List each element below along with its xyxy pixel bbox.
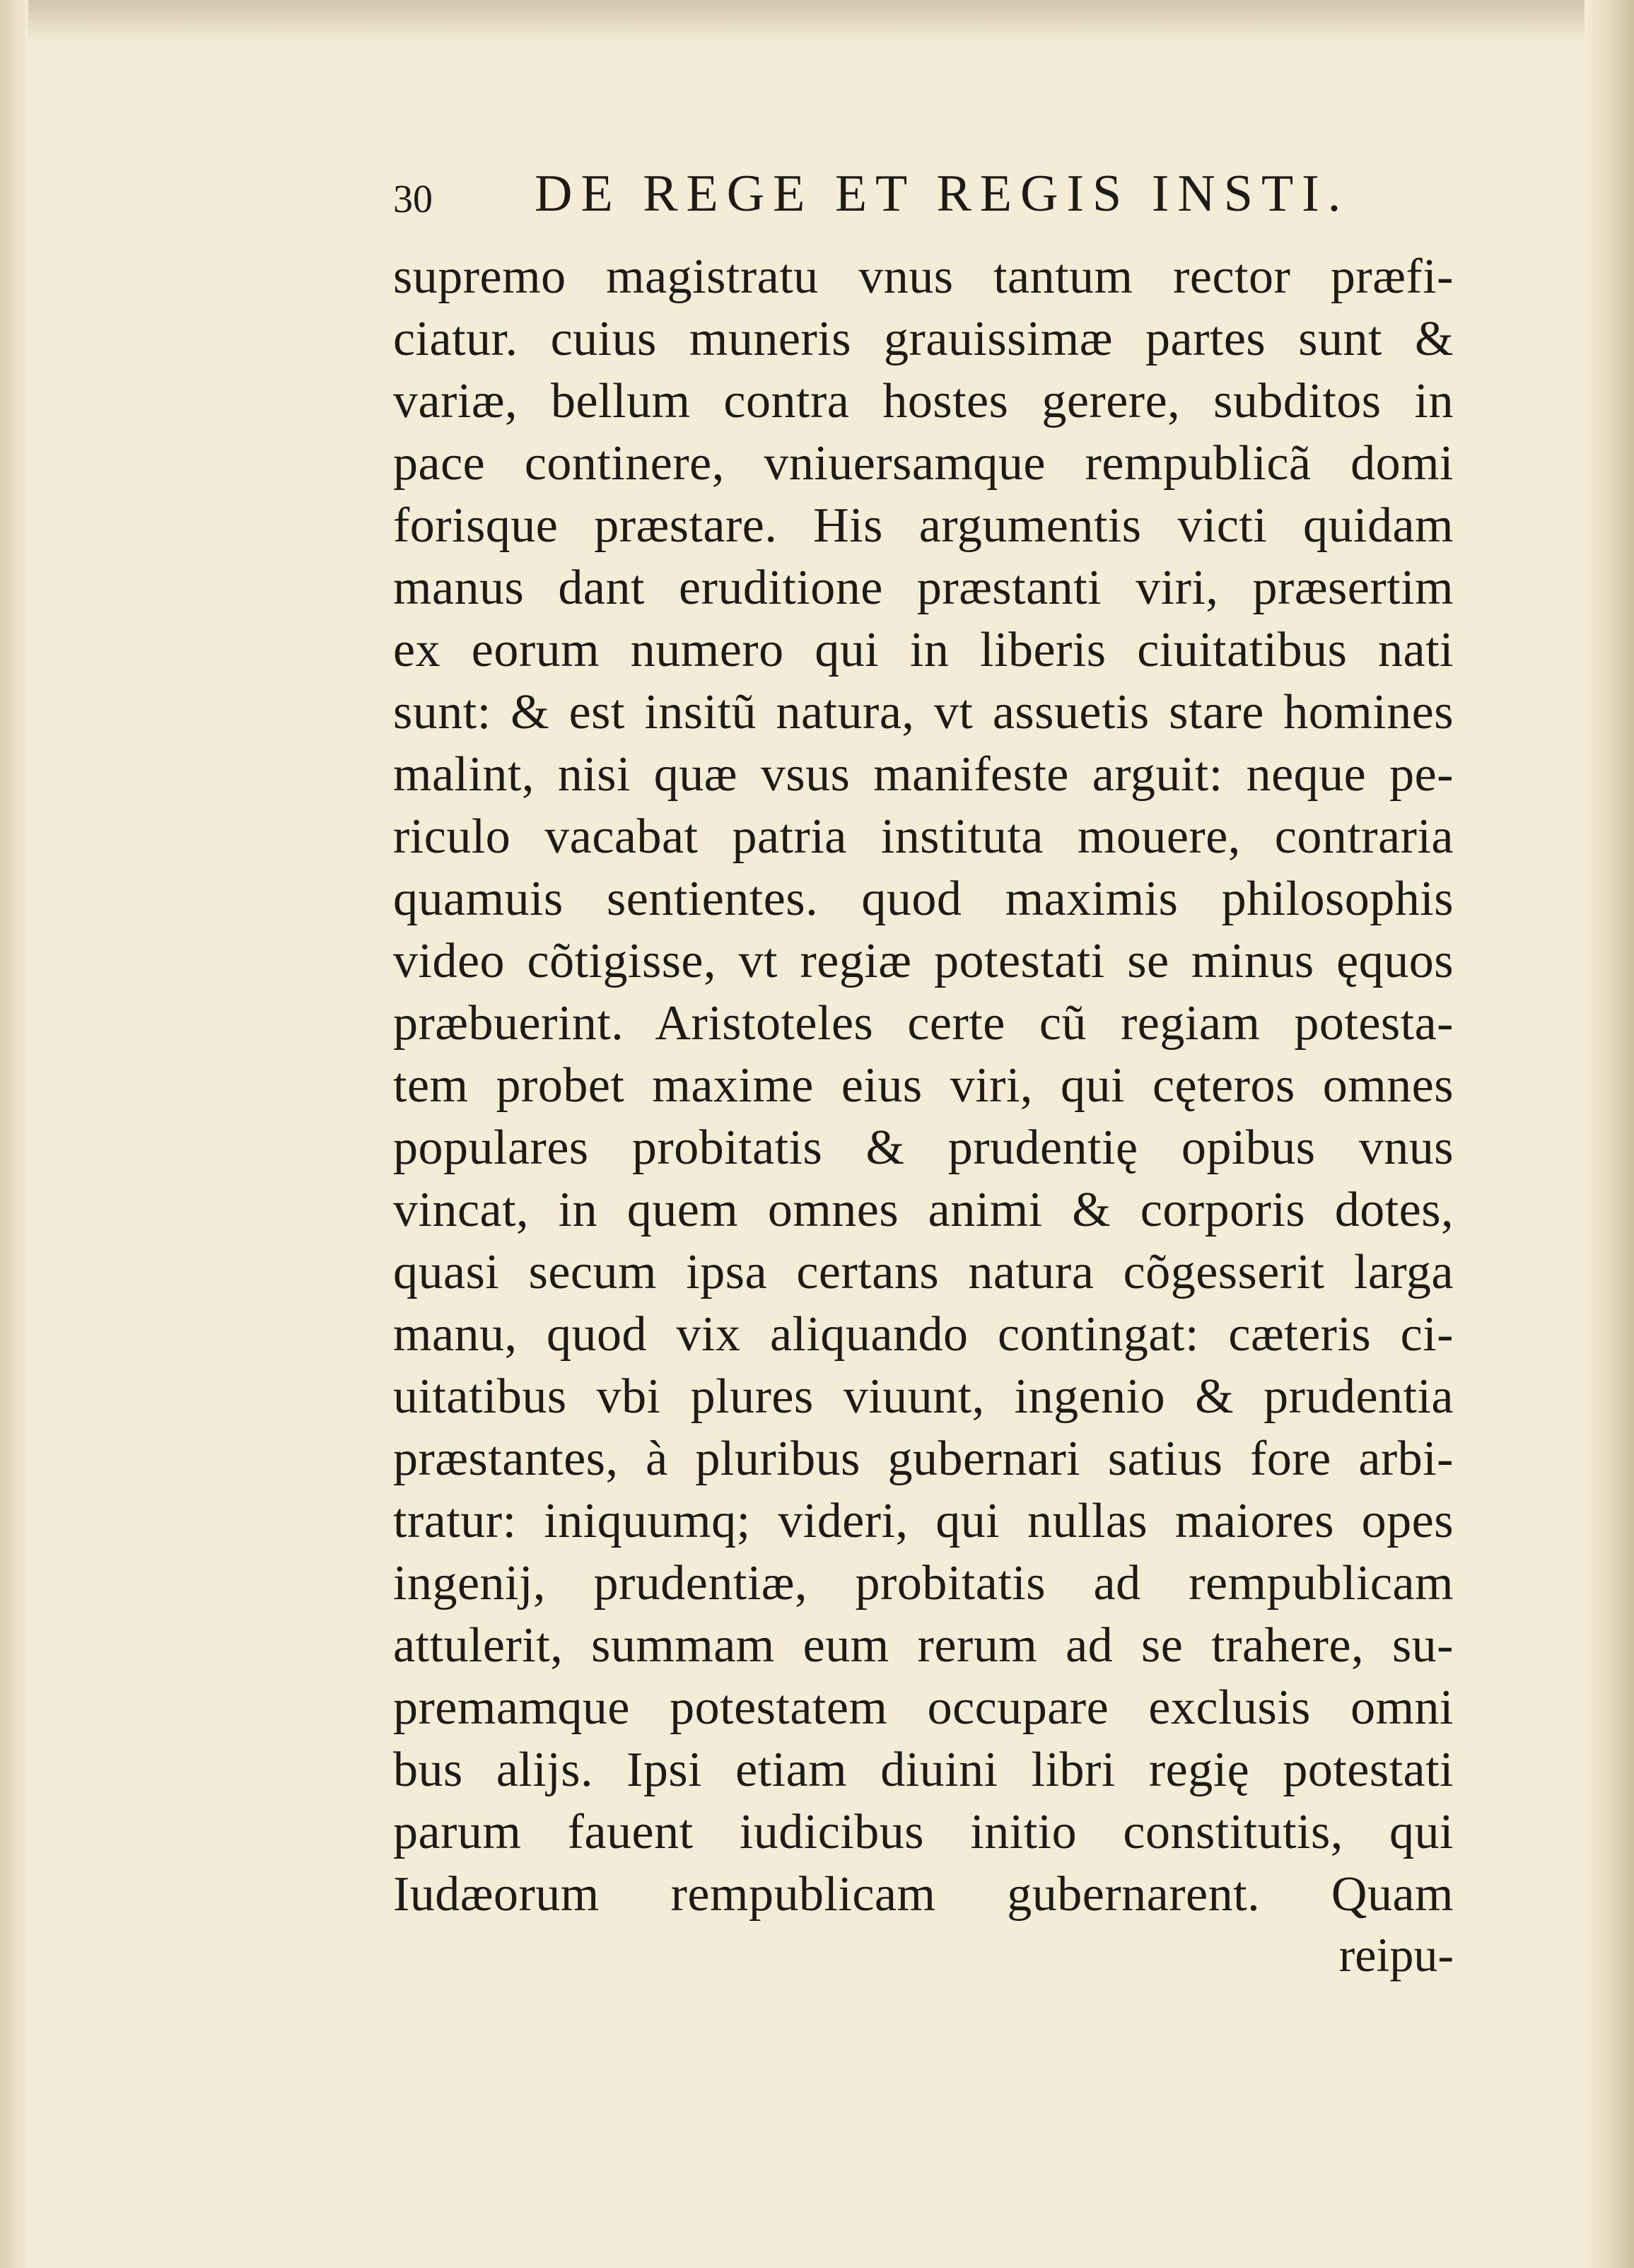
text-line: parum fauent iudicibus initio constitutis, qui bbox=[393, 1805, 1454, 1859]
text-line: ciatur. cuius muneris grauissimæ partes sunt & bbox=[393, 312, 1454, 366]
paper-right-edge bbox=[1585, 0, 1634, 2268]
text-line: sunt: & est insitũ natura, vt assuetis stare homines bbox=[393, 685, 1454, 740]
text-line: uitatibus vbi plures viuunt, ingenio & prudentia bbox=[393, 1369, 1454, 1424]
text-line: vincat, in quem omnes animi & corporis dotes, bbox=[393, 1183, 1454, 1237]
text-line: tratur: iniquumq; videri, qui nullas maiores opes bbox=[393, 1494, 1454, 1548]
text-line: riculo vacabat patria instituta mouere, contraria bbox=[393, 809, 1454, 864]
text-line: video cõtigisse, vt regiæ potestati se minus ęquos bbox=[393, 934, 1454, 988]
text-line: ex eorum numero qui in liberis ciuitatibus nati bbox=[393, 623, 1454, 677]
text-line: manus dant eruditione præstanti viri, præsertim bbox=[393, 561, 1454, 615]
text-line: attulerit, summam eum rerum ad se trahere, su- bbox=[393, 1618, 1454, 1673]
text-line: quamuis sentientes. quod maximis philosophis bbox=[393, 872, 1454, 926]
page-header bbox=[393, 161, 1454, 232]
text-line: malint, nisi quæ vsus manifeste arguit: neque pe- bbox=[393, 747, 1454, 802]
catchword: reipu- bbox=[1338, 1928, 1454, 1982]
paper-top-shade bbox=[0, 0, 1634, 42]
text-line: forisque præstare. His argumentis victi quidam bbox=[393, 498, 1454, 553]
text-line: ingenij, prudentiæ, probitatis ad rempublicam bbox=[393, 1556, 1454, 1611]
text-line: quasi secum ipsa certans natura cõgesserit larga bbox=[393, 1245, 1454, 1299]
paper-left-edge bbox=[0, 0, 28, 2268]
text-line: populares probitatis & prudentię opibus vnus bbox=[393, 1121, 1454, 1175]
body-text bbox=[393, 246, 1454, 1926]
text-line: Iudæorum rempublicam gubernarent. Quam bbox=[393, 1867, 1454, 1922]
text-line: supremo magistratu vnus tantum rector præfi- bbox=[393, 250, 1454, 304]
text-line: premamque potestatem occupare exclusis omni bbox=[393, 1680, 1454, 1735]
text-line: præbuerint. Aristoteles certe cũ regiam potesta- bbox=[393, 996, 1454, 1051]
running-title: DE REGE ET REGIS INSTI. bbox=[535, 165, 1350, 223]
text-line: tem probet maxime eius viri, qui cęteros omnes bbox=[393, 1058, 1454, 1113]
text-line: bus alijs. Ipsi etiam diuini libri regię potestati bbox=[393, 1743, 1454, 1797]
text-line: pace continere, vniuersamque rempublicã domi bbox=[393, 436, 1454, 491]
text-line: præstantes, à pluribus gubernari satius fore arbi- bbox=[393, 1432, 1454, 1486]
page-number: 30 bbox=[393, 177, 433, 221]
text-line: variæ, bellum contra hostes gerere, subditos in bbox=[393, 374, 1454, 428]
text-line: manu, quod vix aliquando contingat: cæteris ci- bbox=[393, 1307, 1454, 1362]
